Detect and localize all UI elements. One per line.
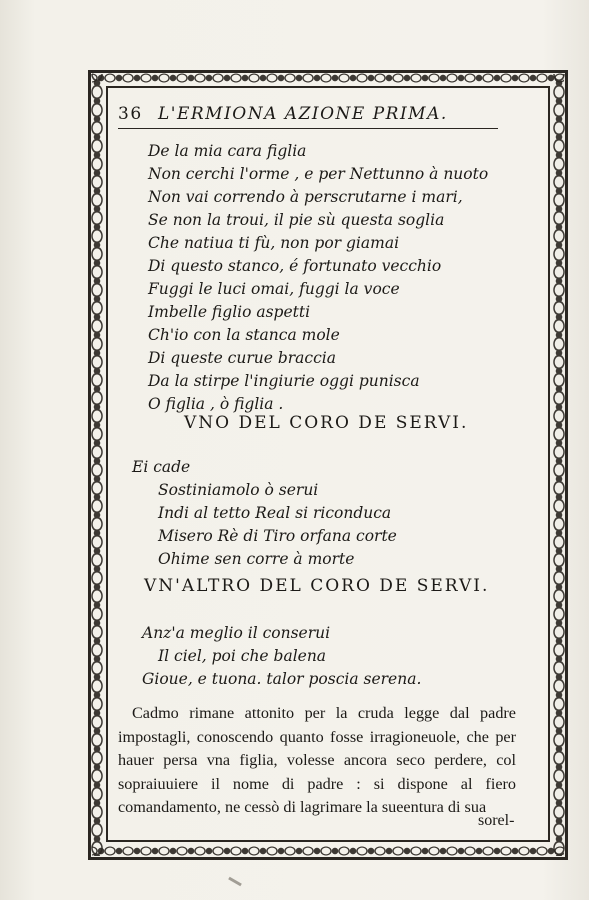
border-ornament-right [552,74,566,856]
border-ornament-bottom [92,844,564,858]
verse-line: Se non la troui, il pie sù questa soglia [148,211,445,229]
verse-line: Sostiniamolo ò serui [158,481,319,499]
verse-line: Ohime sen corre à morte [158,550,355,568]
verse-line: Non vai correndo à perscrutarne i mari, [148,188,463,206]
header-rule [118,128,498,129]
verse-line: Il ciel, poi che balena [158,647,327,665]
catchword: sorel- [478,812,515,829]
speaker-heading-2: VN'ALTRO DEL CORO DE SERVI. [144,576,490,596]
verse-line: Fuggi le luci omai, fuggi la voce [148,280,400,298]
verse-line: Ei cade [132,458,191,476]
verse-line: Gioue, e tuona. talor poscia serena. [142,670,422,688]
paper-speck [228,877,242,887]
verse-line: O figlia , ò figlia . [148,395,284,413]
border-ornament-top [92,71,564,85]
verse-line: Da la stirpe l'ingiurie oggi punisca [148,372,420,390]
running-title: L'ERMIONA AZIONE PRIMA. [158,104,448,124]
verse-block-3 [142,622,421,691]
border-ornament-left [90,74,104,856]
page-number: 36 [118,104,143,124]
verse-line: Imbelle figlio aspetti [148,303,311,321]
verse-line: De la mia cara figlia [148,142,307,160]
verse-line: Che natiua ti fù, non por giamai [148,234,400,252]
verse-line: Ch'io con la stanca mole [148,326,340,344]
running-header [118,104,498,128]
verse-line: Di queste curue braccia [148,349,336,367]
prose-text: Cadmo rimane attonito per la cruda legge dal padre impostagli, conoscendo quanto fosse irragioneuole, che per hauer persa vna figlia, volesse ancora seco perdere, col sopraiuuiere il nome di padre : si dispone al fiero comandamento, ne cessò di lagrimare la sueentura di sua [118,704,516,816]
verse-block-1 [148,140,488,416]
verse-line: Di questo stanco, é fortunato vecchio [148,257,442,275]
verse-line: Indi al tetto Real si riconduca [158,504,392,522]
verse-line: Anz'a meglio il conserui [142,624,331,642]
speaker-heading-1: VNO DEL CORO DE SERVI. [184,413,469,433]
prose-paragraph [118,702,516,820]
verse-line: Misero Rè di Tiro orfana corte [158,527,397,545]
verse-block-2 [132,456,397,571]
verse-line: Non cerchi l'orme , e per Nettunno à nuoto [148,165,489,183]
